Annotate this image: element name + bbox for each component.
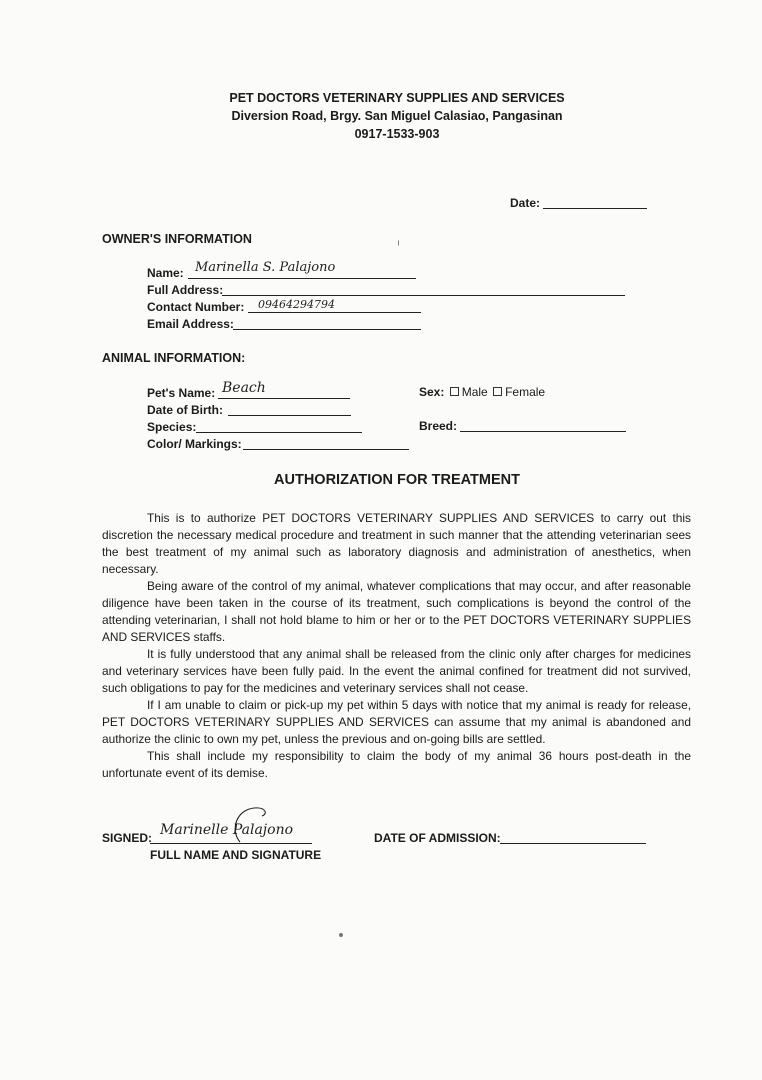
- date-label: Date:: [510, 196, 541, 210]
- sex-label: Sex:: [419, 385, 445, 399]
- authorization-paragraph: If I am unable to claim or pick-up my pet within 5 days with notice that my animal is ready for release, PET DOCTORS VETERINARY SUPPLIES AND SERVICES can assume that my animal is abandoned and authorize the clinic to own my pet, unless the previous and on-going bills are settled.: [102, 698, 691, 746]
- signature-handwritten: Marinelle Palajono: [160, 822, 294, 838]
- company-phone: 0917-1533-903: [354, 127, 440, 141]
- pet-name-field[interactable]: [218, 398, 350, 399]
- owner-contact-field[interactable]: [248, 312, 421, 313]
- owner-address-field[interactable]: [222, 295, 625, 296]
- breed-label: Breed:: [419, 419, 458, 433]
- male-checkbox[interactable]: [450, 387, 459, 396]
- species-field[interactable]: [196, 432, 362, 433]
- owner-contact-label: Contact Number:: [147, 300, 245, 314]
- authorization-paragraph: This shall include my responsibility to claim the body of my animal 36 hours post-death in the unfortunate event of its demise.: [102, 749, 691, 780]
- female-checkbox[interactable]: [493, 387, 502, 396]
- owner-name-handwritten: Marinella S. Palajono: [195, 260, 336, 275]
- owner-email-label: Email Address:: [147, 317, 234, 331]
- owner-name-field[interactable]: [188, 278, 416, 279]
- owner-email-field[interactable]: [233, 329, 421, 330]
- owner-section-title: OWNER'S INFORMATION: [102, 232, 252, 246]
- scan-speck: [398, 240, 399, 246]
- authorization-title: AUTHORIZATION FOR TREATMENT: [274, 472, 520, 488]
- owner-contact-handwritten: 09464294794: [258, 298, 335, 311]
- species-label: Species:: [147, 420, 197, 434]
- owner-address-label: Full Address:: [147, 283, 224, 297]
- dob-field[interactable]: [228, 415, 351, 416]
- pet-name-label: Pet's Name:: [147, 386, 216, 400]
- authorization-paragraph: This is to authorize PET DOCTORS VETERINARY SUPPLIES AND SERVICES to carry out this discretion the necessary medical procedure and treatment in such manner that the attending veterinarian sees the best treatment of my animal such as laboratory diagnosis and administration of anesthetics, when necessary.: [102, 511, 691, 576]
- male-option-label: Male: [461, 385, 488, 399]
- date-of-admission-field[interactable]: [500, 843, 646, 844]
- breed-field[interactable]: [460, 431, 626, 432]
- animal-section-title: ANIMAL INFORMATION:: [102, 351, 246, 365]
- company-address: Diversion Road, Brgy. San Miguel Calasiao, Pangasinan: [231, 109, 563, 123]
- company-name: PET DOCTORS VETERINARY SUPPLIES AND SERVICES: [229, 91, 565, 105]
- date-field[interactable]: [543, 208, 647, 209]
- color-markings-field[interactable]: [243, 449, 409, 450]
- signature-caption: FULL NAME AND SIGNATURE: [150, 848, 322, 862]
- scan-speck: [339, 933, 343, 937]
- sex-row: [419, 385, 545, 399]
- date-of-admission-label: DATE OF ADMISSION:: [374, 831, 501, 845]
- authorization-paragraph: It is fully understood that any animal shall be released from the clinic only after charges for medicines and veterinary services have been fully paid. In the event the animal confined for treatment did not survived, such obligations to pay for the medicines and veterinary services shall not cease.: [102, 647, 691, 695]
- authorization-body: [102, 510, 691, 782]
- female-option-label: Female: [505, 385, 546, 399]
- pet-name-handwritten: Beach: [222, 380, 266, 396]
- dob-label: Date of Birth:: [147, 403, 223, 417]
- authorization-paragraph: Being aware of the control of my animal, whatever complications that may occur, and after reasonable diligence have been taken in the course of its treatment, such complications is beyond the control of the attending veterinarian, I shall not hold blame to him or her or to the PET DOCTORS VETERINARY SUPPLIES AND SERVICES staffs.: [102, 579, 691, 644]
- owner-name-label: Name:: [147, 266, 184, 280]
- signature-flourish: [228, 802, 278, 850]
- signed-label: SIGNED:: [102, 831, 153, 845]
- color-markings-label: Color/ Markings:: [147, 437, 242, 451]
